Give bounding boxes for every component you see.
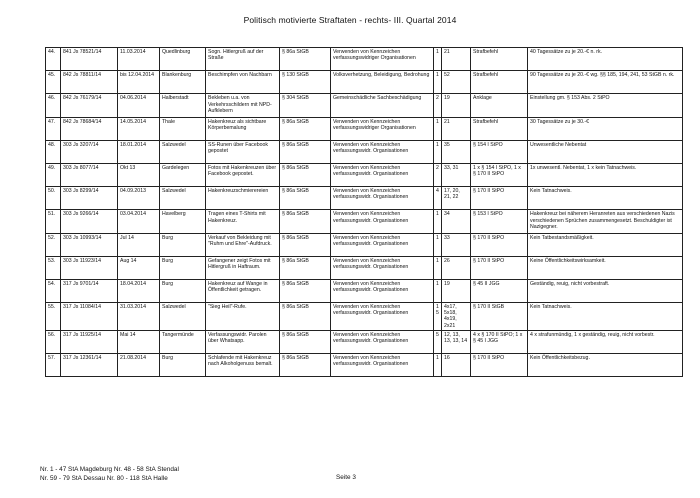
cell-offense: Verwenden von Kennzeichen verfassungswidr. Organisationen xyxy=(331,354,434,377)
cell-remark: Kein Tatnachweis. xyxy=(528,303,683,331)
cell-facts: SS-Runen über Facebook gepostet xyxy=(206,140,280,163)
cell-file-number: 841 Js 78521/14 xyxy=(61,48,118,71)
cell-disposition: Strafbefehl xyxy=(471,71,528,94)
cell-disposition: § 154 I StPO xyxy=(471,140,528,163)
cell-location: Salzwedel xyxy=(160,303,206,331)
case-table xyxy=(45,47,683,377)
cell-accused-count: 1 xyxy=(434,140,442,163)
table-row xyxy=(46,187,683,210)
cell-number: 48. xyxy=(46,140,61,163)
cell-offense: Verwenden von Kennzeichen verfassungswidr. Organisationen xyxy=(331,140,434,163)
cell-facts: Gefangener zeigt Fotos mit Hitlergruß in Haftraum. xyxy=(206,256,280,279)
cell-age: 21 xyxy=(442,117,471,140)
cell-file-number: 317 Js 11084/14 xyxy=(61,303,118,331)
cell-remark: Kein Tatbestandsmäßigkeit. xyxy=(528,233,683,256)
cell-location: Thale xyxy=(160,117,206,140)
cell-disposition: § 170 II StPO xyxy=(471,187,528,210)
cell-number: 52. xyxy=(46,233,61,256)
cell-number: 46. xyxy=(46,94,61,117)
cell-paragraph: § 86a StGB xyxy=(280,303,331,331)
cell-location: Gardelegen xyxy=(160,163,206,186)
cell-offense: Gemeinschädliche Sachbeschädigung xyxy=(331,94,434,117)
cell-file-number: 317 Js 9701/14 xyxy=(61,279,118,302)
cell-location: Burg xyxy=(160,256,206,279)
cell-accused-count: 5 xyxy=(434,330,442,353)
cell-age: 26 xyxy=(442,256,471,279)
cell-date: Aug 14 xyxy=(118,256,160,279)
cell-age: 16 xyxy=(442,354,471,377)
cell-file-number: 303 Js 9266/14 xyxy=(61,210,118,233)
cell-location: Blankenburg xyxy=(160,71,206,94)
table-row xyxy=(46,163,683,186)
cell-file-number: 303 Js 8077/14 xyxy=(61,163,118,186)
cell-accused-count: 2 xyxy=(434,163,442,186)
cell-paragraph: § 86a StGB xyxy=(280,187,331,210)
table-body xyxy=(46,48,683,377)
cell-file-number: 317 Js 11925/14 xyxy=(61,330,118,353)
cell-date: 11.03.2014 xyxy=(118,48,160,71)
cell-date: 14.05.2014 xyxy=(118,117,160,140)
cell-accused-count: 1 xyxy=(434,279,442,302)
cell-paragraph: § 86a StGB xyxy=(280,354,331,377)
table-row xyxy=(46,303,683,331)
cell-accused-count: 1 xyxy=(434,210,442,233)
cell-location: Burg xyxy=(160,354,206,377)
cell-remark: 30 Tagessätze zu je 30.-€ xyxy=(528,117,683,140)
cell-age: 4x17, 5x18, 4x19, 2x21 xyxy=(442,303,471,331)
cell-number: 47. xyxy=(46,117,61,140)
cell-file-number: 303 Js 3207/14 xyxy=(61,140,118,163)
cell-offense: Verwenden von Kennzeichen verfassungswidr. Organisationen xyxy=(331,233,434,256)
cell-age: 33 xyxy=(442,233,471,256)
cell-file-number: 303 Js 11923/14 xyxy=(61,256,118,279)
cell-facts: Hakenkreuz als sichtbare Körperbemalung xyxy=(206,117,280,140)
cell-disposition: § 170 II StGB xyxy=(471,303,528,331)
cell-age: 19 xyxy=(442,94,471,117)
cell-location: Tangermünde xyxy=(160,330,206,353)
cell-accused-count: 2 xyxy=(434,94,442,117)
footer-note xyxy=(40,466,179,483)
cell-facts: Sogn. Hitlergruß auf der Straße xyxy=(206,48,280,71)
cell-location: Salzwedel xyxy=(160,140,206,163)
cell-age: 21 xyxy=(442,48,471,71)
cell-date: 18.01.2014 xyxy=(118,140,160,163)
cell-paragraph: § 86a StGB xyxy=(280,48,331,71)
table-row xyxy=(46,354,683,377)
cell-offense: Verwenden von Kennzeichen verfassungswidr. Organisationen xyxy=(331,210,434,233)
cell-facts: Verfassungswidr. Parolen über Whatsapp. xyxy=(206,330,280,353)
cell-offense: Verwenden von Kennzeichen verfassungswidr. Organisationen xyxy=(331,330,434,353)
cell-paragraph: § 86a StGB xyxy=(280,140,331,163)
cell-location: Halberstadt xyxy=(160,94,206,117)
cell-date: Mai 14 xyxy=(118,330,160,353)
table-row xyxy=(46,279,683,302)
cell-remark: Einstellung gm. § 153 Abs. 2 StPO xyxy=(528,94,683,117)
cell-number: 51. xyxy=(46,210,61,233)
cell-file-number: 303 Js 10993/14 xyxy=(61,233,118,256)
table-row xyxy=(46,210,683,233)
cell-remark: Unwesentliche Nebentat xyxy=(528,140,683,163)
cell-accused-count: 1 xyxy=(434,233,442,256)
cell-age: 33, 31 xyxy=(442,163,471,186)
cell-paragraph: § 86a StGB xyxy=(280,117,331,140)
cell-age: 35 xyxy=(442,140,471,163)
cell-remark: 1x unwesentl. Nebentat, 1 x kein Tatnachweis. xyxy=(528,163,683,186)
cell-offense: Verwenden von Kennzeichen verfassungswidr. Organisationen xyxy=(331,163,434,186)
cell-offense: Verwenden von Kennzeichen verfassungswidr. Organisationen xyxy=(331,187,434,210)
cell-paragraph: § 86a StGB xyxy=(280,210,331,233)
cell-file-number: 303 Js 8299/14 xyxy=(61,187,118,210)
cell-paragraph: § 304 StGB xyxy=(280,94,331,117)
cell-disposition: Strafbefehl xyxy=(471,117,528,140)
table-row xyxy=(46,48,683,71)
cell-remark: Geständig, reuig, nicht vorbestraft. xyxy=(528,279,683,302)
table-row xyxy=(46,94,683,117)
cell-offense: Verwenden von Kennzeichen verfassungswidr. Organisationen xyxy=(331,256,434,279)
cell-offense: Verwenden von Kennzeichen verfassungswidr. Organisationen xyxy=(331,279,434,302)
table-row xyxy=(46,256,683,279)
cell-date: 31.03.2014 xyxy=(118,303,160,331)
cell-accused-count: 1 xyxy=(434,256,442,279)
cell-remark: 4 x strafunmündig, 1 x geständig, reuig, nicht vorbestr. xyxy=(528,330,683,353)
cell-number: 45. xyxy=(46,71,61,94)
cell-paragraph: § 86a StGB xyxy=(280,279,331,302)
cell-number: 55. xyxy=(46,303,61,331)
cell-paragraph: § 86a StGB xyxy=(280,163,331,186)
cell-date: 04.09.2013 xyxy=(118,187,160,210)
cell-date: Okt 13 xyxy=(118,163,160,186)
cell-remark: Kein Öffentlichkeitsbezug. xyxy=(528,354,683,377)
cell-facts: Schlafende mit Hakenkreuz nach Alkoholgenuss bemalt. xyxy=(206,354,280,377)
cell-disposition: Strafbefehl xyxy=(471,48,528,71)
cell-number: 53. xyxy=(46,256,61,279)
cell-location: Quedlinburg xyxy=(160,48,206,71)
cell-facts: Hakenkreuzschmierereien xyxy=(206,187,280,210)
cell-paragraph: § 86a StGB xyxy=(280,256,331,279)
cell-offense: Volksverhetzung, Beleidigung, Bedrohung xyxy=(331,71,434,94)
cell-accused-count: 1 xyxy=(434,71,442,94)
cell-disposition: Anklage xyxy=(471,94,528,117)
cell-location: Havelberg xyxy=(160,210,206,233)
footer-line-2: Nr. 59 - 79 StA Dessau Nr. 80 - 118 StA Halle xyxy=(40,474,168,482)
cell-remark: Hakenkreuz bei näherem Heranreten aus verschiedenen Nazis verschiedenen Sprüchen zusammengesetzt. Beschuldigter ist Nazigegner. xyxy=(528,210,683,233)
cell-number: 50. xyxy=(46,187,61,210)
footer-line-1: Nr. 1 - 47 StA Magdeburg Nr. 48 - 58 StA Stendal xyxy=(40,466,179,473)
cell-accused-count: 1 xyxy=(434,117,442,140)
cell-number: 44. xyxy=(46,48,61,71)
table-row xyxy=(46,117,683,140)
cell-date: 03.04.2014 xyxy=(118,210,160,233)
cell-accused-count: 1 xyxy=(434,354,442,377)
cell-facts: Beschimpfen von Nachbarn xyxy=(206,71,280,94)
cell-age: 34 xyxy=(442,210,471,233)
cell-file-number: 842 Js 76179/14 xyxy=(61,94,118,117)
table-row xyxy=(46,330,683,353)
cell-location: Burg xyxy=(160,233,206,256)
cell-date: 04.06.2014 xyxy=(118,94,160,117)
cell-date: 21.08.2014 xyxy=(118,354,160,377)
cell-disposition: § 170 II StPO xyxy=(471,233,528,256)
table-row xyxy=(46,71,683,94)
page-title: Politisch motivierte Straftaten - rechts- III. Quartal 2014 xyxy=(243,15,457,25)
cell-disposition: § 45 II JGG xyxy=(471,279,528,302)
cell-number: 57. xyxy=(46,354,61,377)
cell-accused-count: 15 xyxy=(434,303,442,331)
cell-remark: 90 Tagessätze zu je 20.-€ wg. §§ 185, 194, 241, 53 StGB n. rk. xyxy=(528,71,683,94)
cell-age: 52 xyxy=(442,71,471,94)
cell-age: 12, 13, 13, 13, 14 xyxy=(442,330,471,353)
cell-disposition: 1 x § 154 I StPO, 1 x § 170 II StPO xyxy=(471,163,528,186)
cell-number: 49. xyxy=(46,163,61,186)
cell-paragraph: § 130 StGB xyxy=(280,71,331,94)
cell-offense: Verwenden von Kennzeichen verfassungswidr. Organisationen xyxy=(331,303,434,331)
cell-paragraph: § 86a StGB xyxy=(280,330,331,353)
cell-file-number: 842 Js 78811/14 xyxy=(61,71,118,94)
cell-date: bis 12.04.2014 xyxy=(118,71,160,94)
cell-disposition: § 153 I StPO xyxy=(471,210,528,233)
cell-age: 19 xyxy=(442,279,471,302)
cell-offense: Verwenden von Kennzeichen verfassungswidriger Organisationen xyxy=(331,48,434,71)
cell-facts: Bekleben u.a. von Verkehrsschildern mit NPD-Aufklebern xyxy=(206,94,280,117)
page-number: Seite 3 xyxy=(336,474,356,481)
cell-facts: Tragen eines T-Shirts mit Hakenkreuz. xyxy=(206,210,280,233)
cell-date: Jul 14 xyxy=(118,233,160,256)
cell-facts: Fotos mit Hakenkreuzen über Facebook gepostet. xyxy=(206,163,280,186)
cell-disposition: § 170 II StPO xyxy=(471,256,528,279)
cell-remark: 40 Tagessätze zu je 20.-€ n. rk. xyxy=(528,48,683,71)
cell-facts: Verkauf von Bekleidung mit "Ruhm und Ehre"-Aufdruck. xyxy=(206,233,280,256)
cell-location: Burg xyxy=(160,279,206,302)
cell-location: Salzwedel xyxy=(160,187,206,210)
cell-accused-count: 4 xyxy=(434,187,442,210)
cell-disposition: § 170 II StPO xyxy=(471,354,528,377)
cell-number: 54. xyxy=(46,279,61,302)
cell-remark: Keine Öffentlichkeitswirksamkeit. xyxy=(528,256,683,279)
cell-disposition: 4 x § 170 II StPO; 1 x § 45 I JGG xyxy=(471,330,528,353)
cell-accused-count: 1 xyxy=(434,48,442,71)
cell-number: 56. xyxy=(46,330,61,353)
cell-remark: Kein Tatnachweis. xyxy=(528,187,683,210)
cell-paragraph: § 86a StGB xyxy=(280,233,331,256)
cell-date: 18.04.2014 xyxy=(118,279,160,302)
cell-facts: Hakenkreuz auf Wange in Öffentlichkeit getragen. xyxy=(206,279,280,302)
cell-file-number: 842 Js 78684/14 xyxy=(61,117,118,140)
table-row xyxy=(46,233,683,256)
table-row xyxy=(46,140,683,163)
cell-offense: Verwenden von Kennzeichen verfassungswidriger Organisationen xyxy=(331,117,434,140)
cell-file-number: 317 Js 12361/14 xyxy=(61,354,118,377)
cell-age: 17, 20, 21, 22 xyxy=(442,187,471,210)
cell-facts: "Sieg Heil"-Rufe. xyxy=(206,303,280,331)
